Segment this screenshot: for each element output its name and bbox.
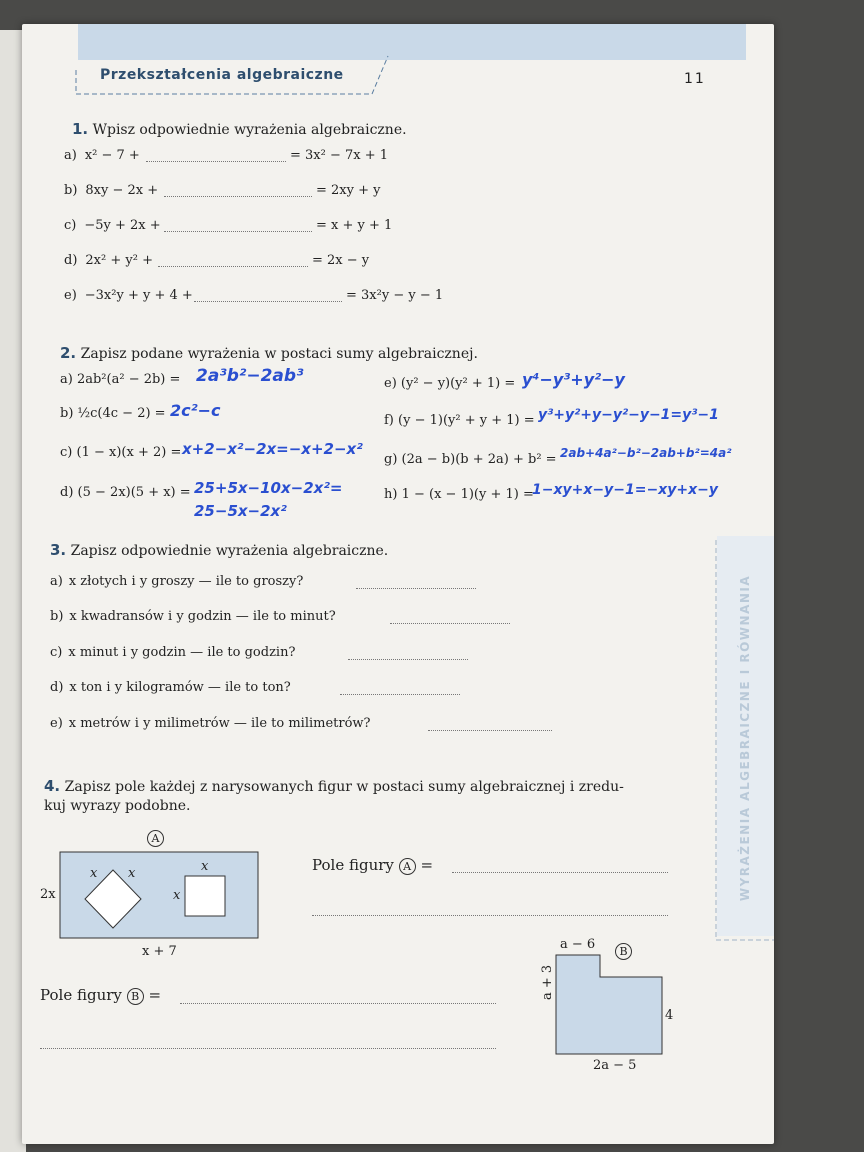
ex1-item-right: = 2xy + y: [316, 183, 381, 198]
fig-b-top-label: a − 6: [560, 937, 596, 952]
ex2-answer-d[interactable]: 25+5x−10x−2x²=: [194, 479, 343, 497]
ex2-item-e: e) (y² − y)(y² + 1) =: [384, 376, 516, 391]
ex2-answer-f[interactable]: y³+y²+y−y²−y−1=y³−1: [538, 407, 719, 423]
ex1-item-label: e): [64, 288, 77, 303]
ex4-title-line2: kuj wyrazy podobne.: [44, 798, 191, 814]
ex2-item-a: a) 2ab²(a² − 2b) =: [60, 372, 181, 387]
pole-a-label: Pole figury A =: [312, 856, 434, 874]
ex2-answer-b[interactable]: 2c²−c: [170, 401, 221, 420]
ex3-item-text: x minut i y godzin — ile to godzin?: [68, 645, 296, 660]
ex2-item-g: g) (2a − b)(b + 2a) + b² =: [384, 452, 557, 467]
ex1-item-left: −5y + 2x +: [84, 218, 161, 233]
ex2-item-f: f) (y − 1)(y² + y + 1) =: [384, 413, 535, 428]
ex2-answer-d-2[interactable]: 25−5x−2x²: [194, 502, 287, 520]
fig-a-bottom-label: x + 7: [142, 944, 177, 959]
ex1-item-label: d): [64, 253, 78, 268]
pole-b-label: Pole figury B =: [40, 986, 162, 1004]
fig-a-sq1-side-b: x: [128, 866, 136, 881]
pole-b-answer-line-2[interactable]: [40, 1048, 496, 1049]
fig-a-left-label: 2x: [40, 887, 56, 902]
fig-b-right-label: 4: [665, 1008, 674, 1023]
ex3-item-label: d): [50, 680, 64, 695]
fig-b-left-label: a + 3: [540, 964, 555, 1000]
ex2-answer-g[interactable]: 2ab+4a²−b²−2ab+b²=4a²: [560, 446, 732, 460]
ex1-item-left: 8xy − 2x +: [85, 183, 159, 198]
ex1-item-label: c): [64, 218, 77, 233]
fig-a-sq1-side-a: x: [90, 866, 98, 881]
ex1-item-right: = 2x − y: [312, 253, 370, 268]
fig-b-marker: B: [615, 943, 632, 960]
pole-b-answer-line[interactable]: [180, 1003, 496, 1004]
ex2-answer-c[interactable]: x+2−x²−2x=−x+2−x²: [182, 440, 363, 458]
ex1-item-label: a): [64, 148, 77, 163]
ex2-answer-h[interactable]: 1−xy+x−y−1=−xy+x−y: [532, 482, 718, 498]
side-tab-label: WYRAŻENIA ALGEBRAICZNE I RÓWNANIA: [738, 574, 752, 902]
ex1-item-left: 2x² + y² +: [85, 253, 153, 268]
ex2-title: 2. Zapisz podane wyrażenia w postaci sumy algebraicznej.: [60, 344, 478, 362]
ex3-item-label: a): [50, 574, 63, 589]
ex3-title: 3. Zapisz odpowiednie wyrażenia algebraiczne.: [50, 541, 389, 559]
ex3-item-text: x złotych i y groszy — ile to groszy?: [68, 574, 304, 589]
ex1-item-right: = 3x²y − y − 1: [346, 288, 444, 303]
ex1-item-right: = 3x² − 7x + 1: [290, 148, 389, 163]
ex2-answer-e[interactable]: y⁴−y³+y²−y: [522, 370, 625, 389]
page-number: 11: [684, 71, 706, 87]
fig-b-bottom-label: 2a − 5: [593, 1058, 637, 1073]
ex2-answer-a[interactable]: 2a³b²−2ab³: [196, 366, 304, 386]
fig-a-sq2-top: x: [201, 859, 209, 874]
ex3-item-text: x ton i y kilogramów — ile to ton?: [69, 680, 291, 695]
ex2-item-d: d) (5 − 2x)(5 + x) =: [60, 485, 191, 500]
ex2-item-h: h) 1 − (x − 1)(y + 1) =: [384, 487, 534, 502]
fig-a-marker: A: [147, 830, 164, 847]
ex3-item-text: x kwadransów i y godzin — ile to minut?: [69, 609, 336, 624]
ex1-title: 1. Wpisz odpowiednie wyrażenia algebraiczne.: [72, 120, 407, 138]
section-header-title: Przekształcenia algebraiczne: [100, 67, 344, 83]
ex2-item-b: b) ½c(4c − 2) =: [60, 406, 166, 421]
ex1-item-right: = x + y + 1: [316, 218, 393, 233]
ex2-item-c: c) (1 − x)(x + 2) =: [60, 445, 182, 460]
ex3-item-label: e): [50, 716, 63, 731]
ex4-title-line1: 4. Zapisz pole każdej z narysowanych figur w postaci sumy algebraicznej i zredu-: [44, 777, 624, 795]
ex1-item-left: x² − 7 +: [84, 148, 140, 163]
ex1-item-left: −3x²y + y + 4 +: [84, 288, 193, 303]
ex3-item-text: x metrów i y milimetrów — ile to milimetrów?: [68, 716, 371, 731]
ex1-item-label: b): [64, 183, 78, 198]
ex3-item-label: b): [50, 609, 64, 624]
fig-a-sq2-left: x: [173, 888, 181, 903]
ex3-item-label: c): [50, 645, 63, 660]
